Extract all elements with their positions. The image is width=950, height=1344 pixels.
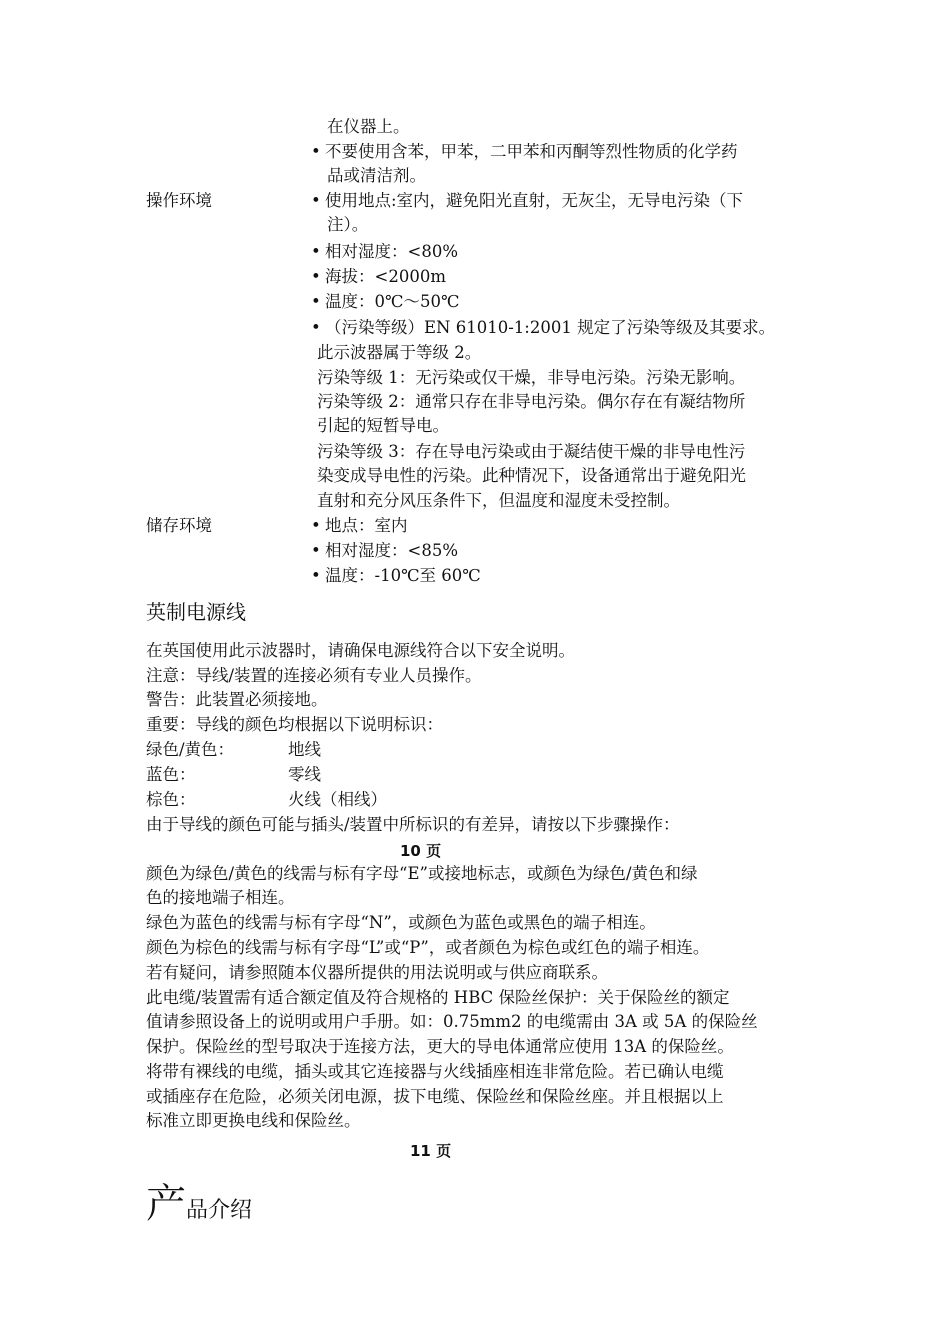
bullet-dot: • [311, 142, 321, 161]
bullet-text: 使用地点:室内，避免阳光直射，无灰尘，无导电污染（下 [325, 191, 744, 210]
text-line: 将带有裸线的电缆，插头或其它连接器与火线插座相连非常危险。若已确认电缆 [146, 1062, 724, 1081]
bullet-text: 不要使用含苯，甲苯，二甲苯和丙酮等烈性物质的化学药 [325, 142, 738, 161]
bullet-text: （污染等级）EN 61010-1:2001 规定了污染等级及其要求。 [325, 318, 776, 337]
wire-meaning: 地线 [288, 740, 321, 759]
text-line: 在英国使用此示波器时，请确保电源线符合以下安全说明。 [146, 641, 575, 660]
bullet-dot: • [311, 267, 321, 286]
text-line: 绿色为蓝色的线需与标有字母“N”，或颜色为蓝色或黑色的端子相连。 [146, 913, 656, 932]
bullet-item [311, 539, 458, 563]
wire-color: 蓝色： [146, 765, 196, 784]
text-line: 品或清洁剂。 [327, 166, 426, 185]
wire-color: 棕色： [146, 790, 196, 809]
text-line: 标准立即更换电线和保险丝。 [146, 1111, 361, 1130]
bullet-dot: • [311, 292, 321, 311]
text-line: 警告：此装置必须接地。 [146, 690, 328, 709]
text-line: 保护。保险丝的型号取决于连接方法，更大的导电体通常应使用 13A 的保险丝。 [146, 1037, 734, 1056]
bullet-text: 相对湿度：<80% [325, 242, 458, 261]
bullet-text: 温度：0℃～50℃ [325, 292, 460, 311]
bullet-item [311, 564, 481, 588]
bullet-text: 地点：室内 [325, 516, 408, 535]
wire-color: 绿色/黄色： [146, 740, 235, 759]
section-heading: 英制电源线 [146, 600, 246, 624]
bullet-dot: • [311, 191, 321, 210]
pollution-line: 污染等级 1：无污染或仅干燥，非导电污染。污染无影响。 [317, 368, 746, 387]
bullet-item [311, 290, 459, 314]
text-line: 颜色为绿色/黄色的线需与标有字母“E”或接地标志，或颜色为绿色/黄色和绿 [146, 864, 698, 883]
text-line: 颜色为棕色的线需与标有字母“L”或“P”，或者颜色为棕色或红色的端子相连。 [146, 938, 710, 957]
bullet-item [311, 240, 458, 264]
bullet-item [311, 265, 446, 289]
text-line: 值请参照设备上的说明或用户手册。如：0.75mm2 的电缆需由 3A 或 5A 的保险丝 [146, 1012, 758, 1031]
pollution-line: 引起的短暂导电。 [317, 416, 449, 435]
bullet-dot: • [311, 318, 321, 337]
bullet-dot: • [311, 516, 321, 535]
bullet-item [311, 514, 408, 538]
storage-env-label: 储存环境 [146, 516, 212, 535]
wire-meaning: 火线（相线） [288, 790, 387, 809]
bullet-item [311, 189, 743, 213]
text-line: 若有疑问，请参照随本仪器所提供的用法说明或与供应商联系。 [146, 963, 608, 982]
bullet-dot: • [311, 242, 321, 261]
text-line: 由于导线的颜色可能与插头/装置中所标识的有差异，请按以下步骤操作： [146, 815, 680, 834]
bullet-item [311, 140, 738, 164]
pollution-line: 染变成导电性的污染。此种情况下，设备通常出于避免阳光 [317, 466, 746, 485]
text-line: 色的接地端子相连。 [146, 888, 295, 907]
bullet-text: 相对湿度：<85% [325, 541, 458, 560]
text-line: 此电缆/装置需有适合额定值及符合规格的 HBC 保险丝保护：关于保险丝的额定 [146, 988, 730, 1007]
pollution-line: 污染等级 3：存在导电污染或由于凝结使干燥的非导电性污 [317, 442, 746, 461]
text-line: 注）。 [327, 215, 369, 234]
text-line: 在仪器上。 [327, 117, 410, 136]
title-rest: 品介绍 [186, 1198, 253, 1223]
wire-meaning: 零线 [288, 765, 321, 784]
product-intro-title [146, 1172, 252, 1229]
text-line: 重要：导线的颜色均根据以下说明标识： [146, 715, 443, 734]
pollution-line: 污染等级 2：通常只存在非导电污染。偶尔存在有凝结物所 [317, 392, 746, 411]
text-line: 注意：导线/装置的连接必须有专业人员操作。 [146, 666, 482, 685]
bullet-dot: • [311, 566, 321, 585]
title-first-char: 产 [146, 1181, 186, 1227]
page-number: 10 页 [400, 842, 442, 860]
text-line: 或插座存在危险，必须关闭电源，拔下电缆、保险丝和保险丝座。并且根据以上 [146, 1087, 724, 1106]
bullet-dot: • [311, 541, 321, 560]
text-line: 此示波器属于等级 2。 [317, 343, 482, 362]
bullet-item [311, 316, 775, 340]
pollution-line: 直射和充分风压条件下，但温度和湿度未受控制。 [317, 491, 680, 510]
page-number: 11 页 [410, 1142, 452, 1160]
bullet-text: 温度：-10℃至 60℃ [325, 566, 481, 585]
bullet-text: 海拔：<2000m [325, 267, 446, 286]
operating-env-label: 操作环境 [146, 191, 212, 210]
